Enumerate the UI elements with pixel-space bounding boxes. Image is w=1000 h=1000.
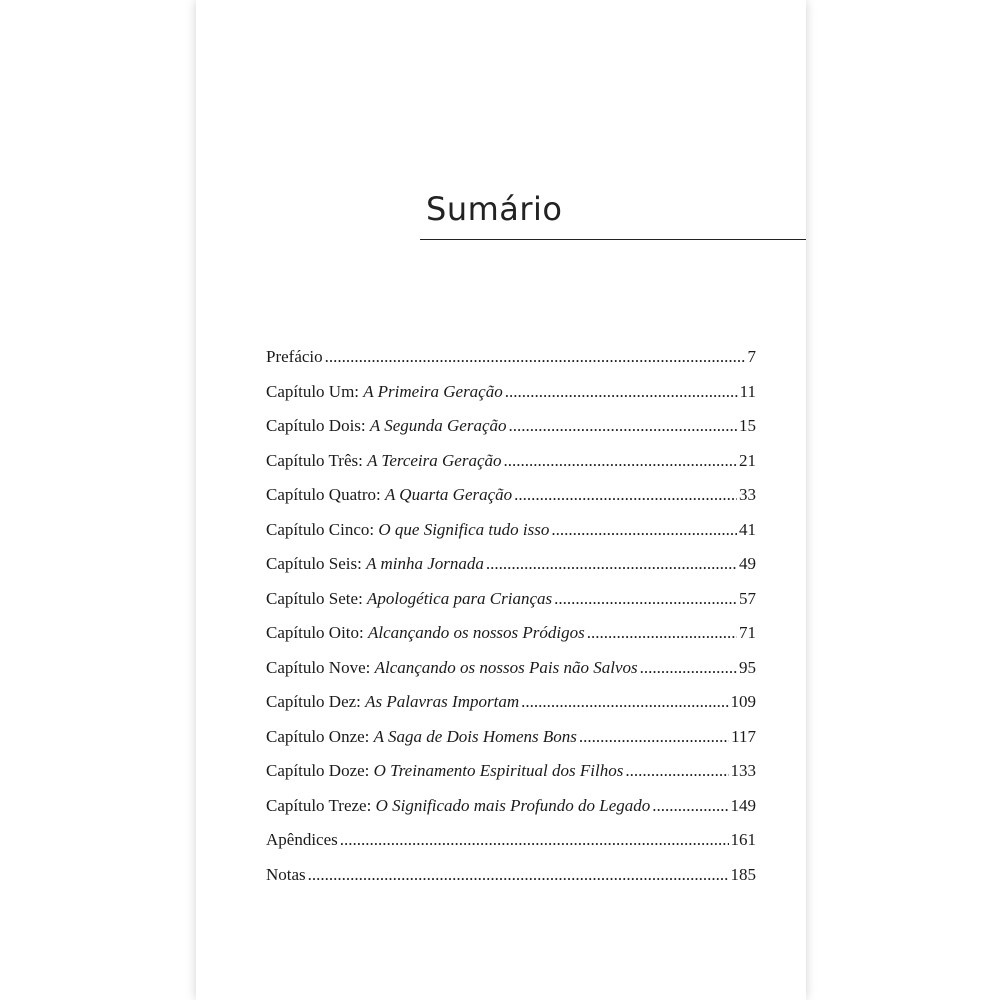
entry-page-number: 117 xyxy=(731,726,756,746)
entry-page-number: 185 xyxy=(730,864,756,884)
entry-page-number: 149 xyxy=(730,795,756,815)
entry-label: Capítulo Nove: Alcançando os nossos Pais não Salvos xyxy=(266,657,638,677)
entry-page-number: 7 xyxy=(747,347,756,366)
table-of-contents xyxy=(266,340,756,892)
entry-subtitle: A Quarta Geração xyxy=(384,485,513,504)
entry-subtitle: Apologética para Crianças xyxy=(367,588,553,608)
entry-page-number: 57 xyxy=(739,588,756,608)
dot-leader xyxy=(308,858,729,893)
entry-label: Capítulo Quatro: A Quarta Geração xyxy=(266,485,513,504)
entry-subtitle: O Significado mais Profundo do Legado xyxy=(375,795,651,815)
entry-label: Capítulo Onze: A Saga de Dois Homens Bons xyxy=(266,726,577,746)
toc-entry xyxy=(266,375,756,410)
dot-leader xyxy=(640,651,737,686)
dot-leader xyxy=(486,547,737,582)
dot-leader xyxy=(340,823,729,858)
entry-label: Capítulo Sete: Apologética para Crianças xyxy=(266,588,553,608)
toc-entry xyxy=(266,478,756,513)
entry-subtitle: A Primeira Geração xyxy=(363,381,503,401)
entry-subtitle: O que Significa tudo isso xyxy=(378,519,550,539)
title-underline xyxy=(420,239,806,240)
toc-entry xyxy=(266,651,756,686)
entry-subtitle: As Palavras Importam xyxy=(365,692,520,711)
toc-entry xyxy=(266,616,756,651)
toc-entry xyxy=(266,547,756,582)
toc-entry xyxy=(266,513,756,548)
dot-leader xyxy=(509,409,737,444)
dot-leader xyxy=(625,754,728,789)
entry-page-number: 109 xyxy=(730,692,756,711)
entry-label: Capítulo Dois: A Segunda Geração xyxy=(266,416,507,435)
entry-subtitle: A Segunda Geração xyxy=(369,416,507,435)
entry-page-number: 15 xyxy=(739,416,756,435)
entry-subtitle: A minha Jornada xyxy=(366,554,484,573)
entry-subtitle: Alcançando os nossos Pródigos xyxy=(368,623,585,642)
entry-label: Capítulo Dez: As Palavras Importam xyxy=(266,692,520,711)
dot-leader xyxy=(551,513,737,548)
page-title: Sumário xyxy=(426,190,563,228)
entry-subtitle: Alcançando os nossos Pais não Salvos xyxy=(374,657,638,677)
entry-subtitle: A Saga de Dois Homens Bons xyxy=(373,726,577,746)
toc-entry xyxy=(266,685,756,720)
dot-leader xyxy=(579,720,729,755)
entry-page-number: 49 xyxy=(739,554,756,573)
toc-entry xyxy=(266,409,756,444)
entry-label: Capítulo Treze: O Significado mais Profundo do Legado xyxy=(266,795,651,815)
toc-entry xyxy=(266,754,756,789)
entry-label: Capítulo Um: A Primeira Geração xyxy=(266,381,503,401)
entry-label: Capítulo Três: A Terceira Geração xyxy=(266,450,502,470)
dot-leader xyxy=(521,685,728,720)
dot-leader xyxy=(514,478,737,513)
entry-label: Capítulo Oito: Alcançando os nossos Pródigos xyxy=(266,623,585,642)
dot-leader xyxy=(587,616,737,651)
entry-label: Apêndices xyxy=(266,830,338,849)
book-page xyxy=(196,0,806,1000)
toc-entry xyxy=(266,582,756,617)
toc-entry xyxy=(266,858,756,893)
entry-page-number: 11 xyxy=(739,381,756,401)
dot-leader xyxy=(652,789,728,824)
entry-page-number: 133 xyxy=(730,761,756,780)
entry-label: Notas xyxy=(266,864,306,884)
toc-entry xyxy=(266,789,756,824)
entry-page-number: 161 xyxy=(730,830,756,849)
dot-leader xyxy=(325,340,746,375)
entry-page-number: 33 xyxy=(739,485,756,504)
dot-leader xyxy=(505,375,738,410)
entry-label: Capítulo Cinco: O que Significa tudo isso xyxy=(266,519,550,539)
toc-entry xyxy=(266,340,756,375)
entry-page-number: 71 xyxy=(739,623,756,642)
entry-page-number: 95 xyxy=(739,657,756,677)
toc-entry xyxy=(266,720,756,755)
entry-page-number: 21 xyxy=(739,450,756,470)
entry-label: Capítulo Doze: O Treinamento Espiritual dos Filhos xyxy=(266,761,624,780)
entry-subtitle: O Treinamento Espiritual dos Filhos xyxy=(373,761,624,780)
entry-subtitle: A Terceira Geração xyxy=(367,450,502,470)
dot-leader xyxy=(554,582,737,617)
toc-entry xyxy=(266,823,756,858)
toc-entry xyxy=(266,444,756,479)
dot-leader xyxy=(504,444,737,479)
entry-label: Capítulo Seis: A minha Jornada xyxy=(266,554,484,573)
entry-label: Prefácio xyxy=(266,347,323,366)
entry-page-number: 41 xyxy=(739,519,756,539)
